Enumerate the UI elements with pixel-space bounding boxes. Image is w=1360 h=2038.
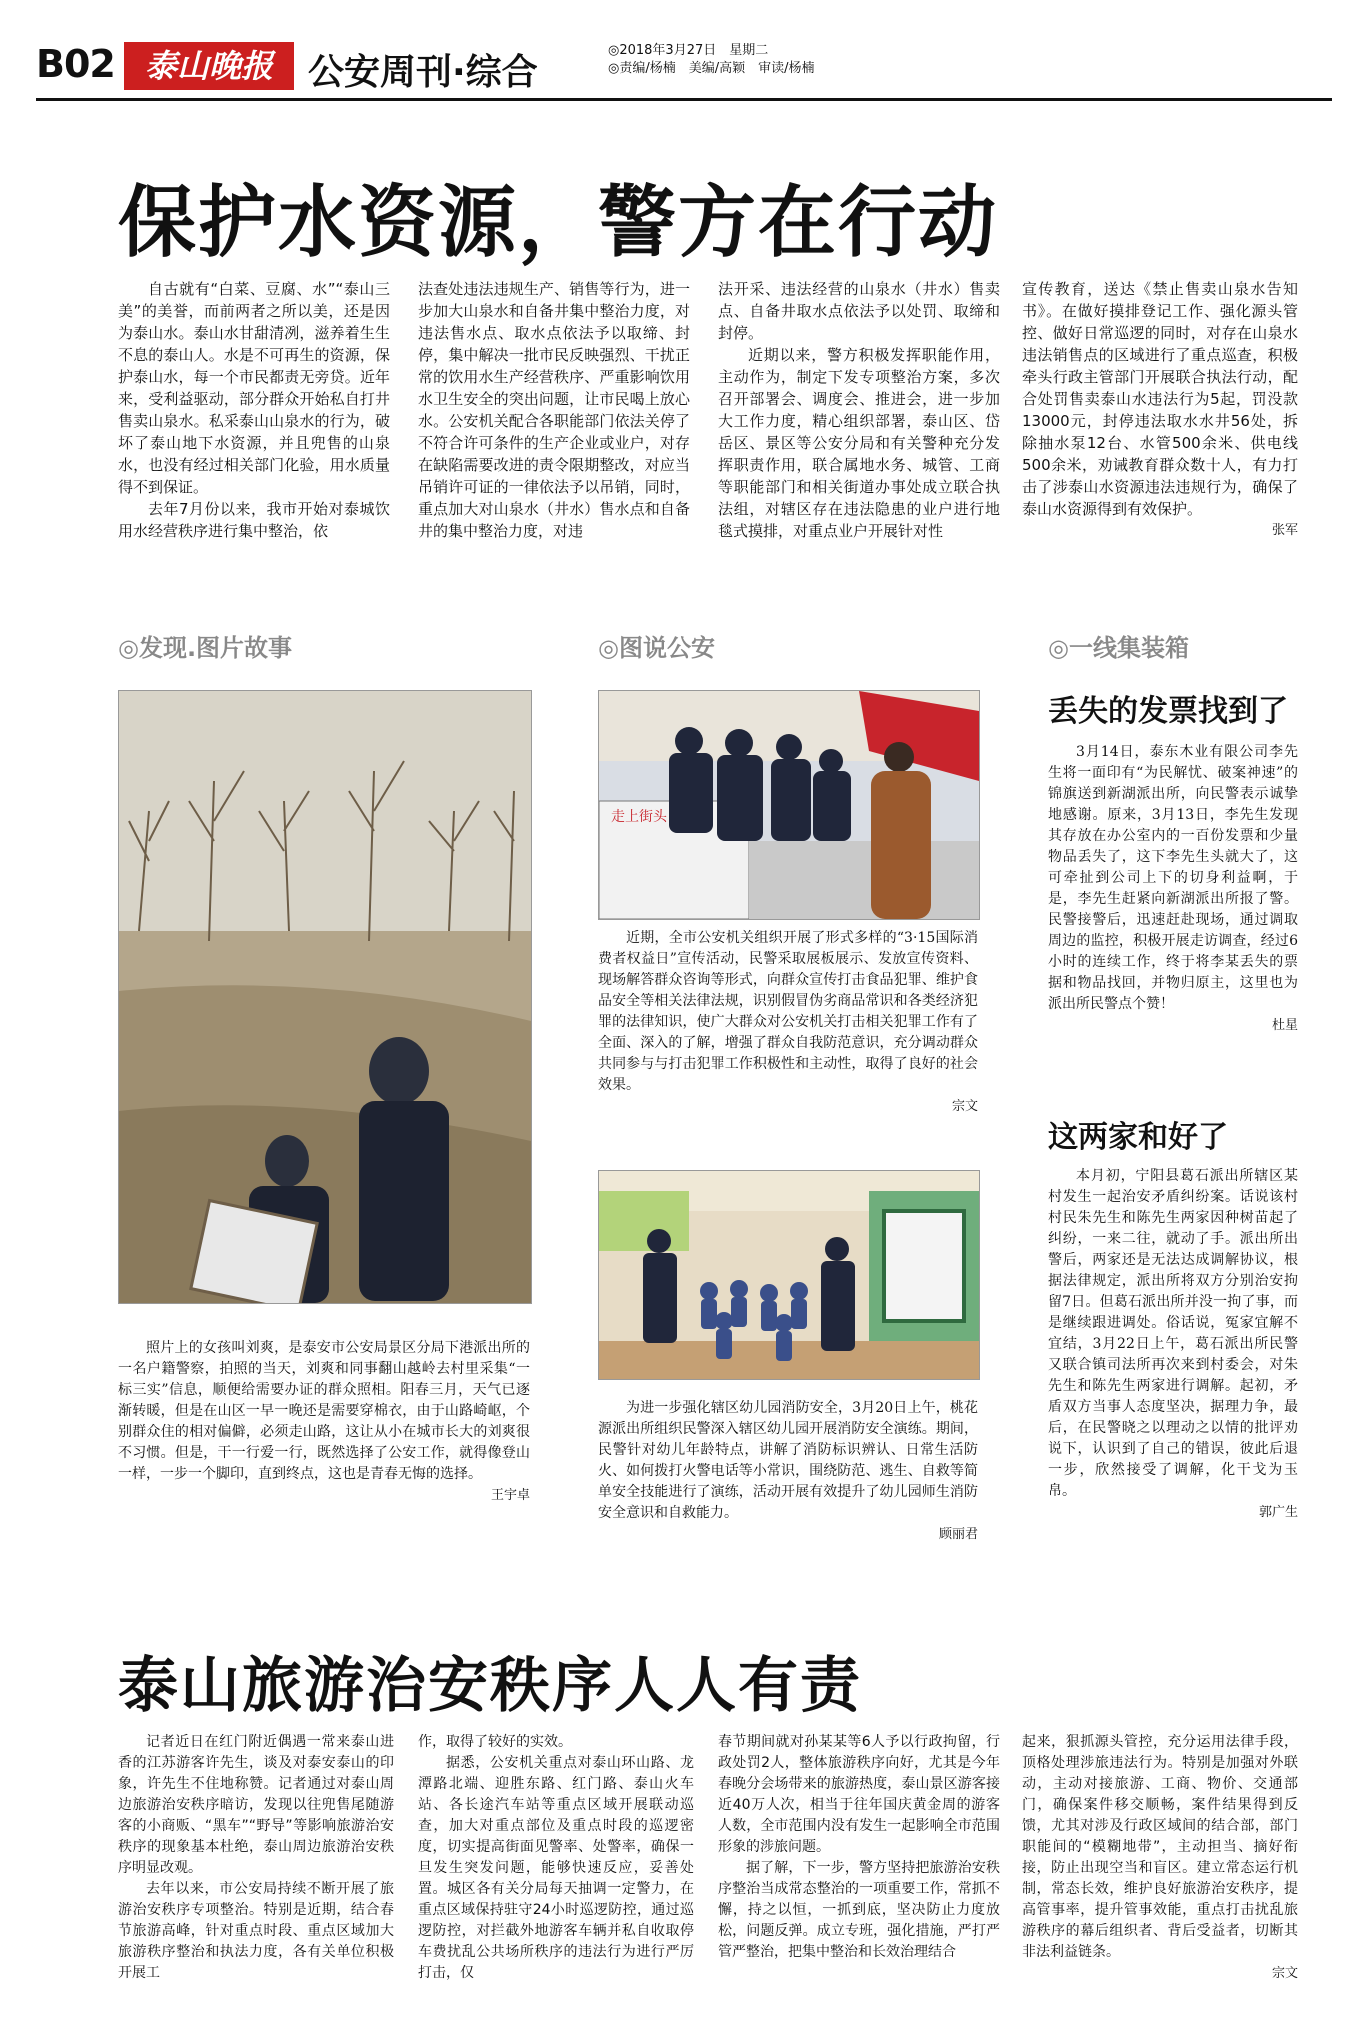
article2-col1: [118, 1732, 394, 1984]
article2-col3: [718, 1732, 1000, 1963]
article2-col2: [418, 1732, 694, 1984]
article1-col3: [718, 278, 1000, 542]
photo-story-text: 照片上的女孩叫刘爽，是泰安市公安局景区分局下港派出所的一名户籍警察，拍照的当天，刘爽和同事翻山越岭去村里采集“一标三实”信息，顺便给需要办证的群众照相。阳春三月，天气已逐渐转暖，但是在山区一早一晚还是需要穿棉衣，由于山路崎岖，个别群众住的相对偏僻，必须走山路，这让从小在城市长大的刘爽很不习惯。但是，干一行爱一行，既然选择了公安工作，就得像登山一样，一步一个脚印，直到终点，这也是青春无悔的选择。: [118, 1340, 530, 1482]
article1-col4-p1: 宣传教育，送达《禁止售卖山泉水告知书》。在做好摸排登记工作、强化源头管控、做好日常巡逻的同时，对存在山泉水违法销售点的区域进行了重点巡查，积极牵头行政主管部门开展联合执法行动，配合处罚售卖泰山水违法行为5起，罚没款13000元，封停违法取水水井56处，拆除抽水泵12台、水管500余米、供电线500余米，劝诫教育群众数十人，有力打击了涉泰山水资源违法违规行为，确保了泰山水资源得到有效保护。: [1022, 280, 1298, 518]
article2-col1-p1: 记者近日在红门附近偶遇一常来泰山进香的江苏游客许先生，谈及对泰安泰山的印象，许先生不住地称赞。记者通过对泰山周边旅游治安秩序暗访，发现以往兜售尾随游客的小商贩、“黑车”“野导”等影响旅游治安秩序的现象基本杜绝，泰山周边旅游治安秩序明显改观。: [118, 1734, 394, 1876]
editors-line: ◎责编/杨楠 美编/高颖 审读/杨楠: [608, 61, 815, 76]
header-rule: [36, 98, 1332, 101]
article2-col4: [1022, 1732, 1298, 1984]
article1-col2-p1: 法查处违法违规生产、销售等行为，进一步加大山泉水和自备井集中整治力度，对违法售水点、取水点依法予以取缔、封停，集中解决一批市民反映强烈、干扰正常的饮用水生产经营秩序、严重影响饮用水卫生安全的突出问题，让市民喝上放心水。公安机关配合各职能部门依法关停了不符合许可条件的生产企业或业户，对存在缺陷需要改进的责令限期整改，对应当吊销许可证的一律依法予以吊销，同时，重点加大对山泉水（井水）售水点和自备井的集中整治力度，对违: [418, 280, 690, 540]
section-title: 公安周刊·综合: [308, 52, 538, 93]
article2-col2-p2: 据悉，公安机关重点对泰山环山路、龙潭路北端、迎胜东路、红门路、泰山火车站、各长途汽车站等重点区域开展联动巡查，加大对重点部位及重点时段的巡逻密度，切实提高街面见警率、处警率，确保一旦发生突发问题，能够快速反应，妥善处置。城区各有关分局每天抽调一定警力，在重点区域保持驻守24小时巡逻防控，通过巡逻防控，对拦截外地游客车辆并私自收取停车费扰乱公共场所秩序的违法行为进行严厉打击，仅: [418, 1755, 694, 1981]
police-caption1-text: 近期，全市公安机关组织开展了形式多样的“3·15国际消费者权益日”宣传活动，民警采取展板展示、发放宣传资料、现场解答群众咨询等形式，向群众宣传打击食品犯罪、维护食品安全等相关法律法规，识别假冒伪劣商品常识和各类经济犯罪的法律知识，使广大群众对公安机关打击相关犯罪工作有了全面、深入的了解，增强了群众自我防范意识，充分调动群众共同参与与打击犯罪工作积极性和主动性，取得了良好的社会效果。: [598, 930, 978, 1093]
article2-col3-p2: 据了解，下一步，警方坚持把旅游治安秩序整治当成常态整治的一项重要工作，常抓不懈，持之以恒，一抓到底，坚决防止力度放松，问题反弹。成立专班，强化措施，严打严管严整治，把集中整治和长效治理结合: [718, 1860, 1000, 1960]
frontline-story2-title: 这两家和好了: [1048, 1120, 1228, 1155]
article2-col2-p1: 作，取得了较好的实效。: [418, 1734, 572, 1750]
frontline-story1: [1048, 742, 1298, 1036]
police-caption2-byline: 顾丽君: [938, 1527, 978, 1542]
police-caption1-byline: 宗文: [951, 1099, 978, 1114]
mountain-photo: [118, 690, 532, 1304]
frontline-section: ◎一线集装箱: [1048, 634, 1189, 662]
article2-col3-p1: 春节期间就对孙某某等6人予以行政拘留，行政处罚2人，整体旅游秩序向好，尤其是今年春晚分会场带来的旅游热度，泰山景区游客接近40万人次，相当于往年国庆黄金周的游客人数，全市范围内没有发生一起影响全市范围形象的涉旅问题。: [718, 1734, 1000, 1855]
frontline-story2-byline: 郭广生: [1258, 1505, 1298, 1520]
article1-headline: 保护水资源，警方在行动: [118, 178, 999, 268]
article1-col3-p1: 法开采、违法经营的山泉水（井水）售卖点、自备井取水点依法予以处罚、取缔和封停。: [718, 280, 1000, 342]
photo-story-caption: [118, 1338, 530, 1506]
police-pictures-section: ◎图说公安: [598, 634, 715, 662]
frontline-story1-byline: 杜星: [1271, 1018, 1298, 1033]
article1-col1: [118, 278, 390, 542]
article1-col1-p2: 去年7月份以来，我市开始对泰城饮用水经营秩序进行集中整治，依: [118, 500, 390, 540]
police-caption2-text: 为进一步强化辖区幼儿园消防安全，3月20日上午，桃花源派出所组织民警深入辖区幼儿园开展消防安全演练。期间，民警针对幼儿年龄特点，讲解了消防标识辨认、日常生活防火、如何拨打火警电话等小常识，围绕防范、逃生、自救等简单安全技能进行了演练，活动开展有效提升了幼儿园师生消防安全意识和自救能力。: [598, 1400, 978, 1521]
article2-col4-p1: 起来，狠抓源头管控，充分运用法律手段，顶格处理涉旅违法行为。特别是加强对外联动，主动对接旅游、工商、物价、交通部门，确保案件移交顺畅，案件结果得到反馈，尤其对涉及行政区域间的结合部，部门职能间的“模糊地带”，主动担当、摘好衔接，防止出现空当和盲区。建立常态运行机制，常态长效，维护良好旅游治安秩序，提高管事率，提升管事效能，重点打击扰乱旅游秩序的幕后组织者、背后受益者，切断其非法利益链条。: [1022, 1734, 1298, 1960]
banner-text: 走上街头: [611, 809, 667, 825]
photo-story-byline: 王宇卓: [490, 1488, 530, 1503]
police-caption2: [598, 1398, 978, 1545]
article2-byline: 宗文: [1271, 1966, 1298, 1981]
photo-story-section: ◎发现.图片故事: [118, 634, 293, 662]
article1-col1-p1: 自古就有“白菜、豆腐、水”“泰山三美”的美誉，而前两者之所以美，还是因为泰山水。泰山水甘甜清冽，滋养着生生不息的泰山人。水是不可再生的资源，保护泰山水，每一个市民都责无旁贷。近年来，受利益驱动，部分群众开始私自打井售卖山泉水。私采泰山山泉水的行为，破坏了泰山地下水资源，并且兜售的山泉水，也没有经过相关部门化验，用水质量得不到保证。: [118, 280, 390, 496]
page-header: [36, 36, 1332, 96]
police-caption1: [598, 928, 978, 1117]
article2-headline: 泰山旅游治安秩序人人有责: [118, 1651, 862, 1721]
police-photo: [598, 690, 980, 920]
mountain-photo-illustration: [119, 691, 531, 1303]
police-photo-illustration: [599, 691, 979, 919]
kindergarten-photo: [598, 1170, 980, 1380]
article1-col2: [418, 278, 690, 542]
article2-col1-p2: 去年以来，市公安局持续不断开展了旅游治安秩序专项整治。特别是近期，结合春节旅游高峰，针对重点时段、重点区域加大旅游秩序整治和执法力度，各有关单位积极开展工: [118, 1881, 394, 1981]
page-code: B02: [36, 42, 115, 86]
frontline-story1-title: 丢失的发票找到了: [1048, 694, 1288, 729]
masthead-logo: 泰山晚报: [124, 42, 294, 90]
header-meta: [608, 42, 814, 78]
article1-col3-p2: 近期以来，警方积极发挥职能作用，主动作为，制定下发专项整治方案，多次召开部署会、调度会、推进会，进一步加大工作力度，精心组织部署，泰山区、岱岳区、景区等公安分局和有关警种充分发挥职责作用，联合属地水务、城管、工商等职能部门和相关街道办事处成立联合执法组，对辖区存在违法隐患的业户进行地毯式摸排，对重点业户开展针对性: [718, 346, 1000, 540]
frontline-story2-text: 本月初，宁阳县葛石派出所辖区某村发生一起治安矛盾纠纷案。话说该村村民朱先生和陈先生两家因种树苗起了纠纷，一来二往，就动了手。派出所出警后，两家还是无法达成调解协议，根据法律规定，派出所将双方分别治安拘留7日。但葛石派出所并没一拘了事，而是继续跟进调处。俗话说，冤家宜解不宜结，3月22日上午，葛石派出所民警又联合镇司法所再次来到村委会，对朱先生和陈先生两家进行调解。起初，矛盾双方当事人态度坚决，据理力争，最后，在民警晓之以理动之以情的批评劝说下，认识到了自己的错误，彼此后退一步，欣然接受了调解，化干戈为玉帛。: [1048, 1168, 1298, 1499]
article1-col4: [1022, 278, 1298, 542]
date-line: ◎2018年3月27日 星期二: [608, 43, 769, 58]
kindergarten-photo-illustration: [599, 1171, 979, 1379]
article1-byline: 张军: [1271, 523, 1298, 538]
frontline-story2: [1048, 1166, 1298, 1523]
frontline-story1-text: 3月14日，泰东木业有限公司李先生将一面印有“为民解忧、破案神速”的锦旗送到新湖派出所，向民警表示诚挚地感谢。原来，3月13日，李先生发现其存放在办公室内的一百份发票和少量物品丢失了，这下李先生头就大了，这可牵扯到公司上下的切身利益啊，于是，李先生赶紧向新湖派出所报了警。民警接警后，迅速赶赴现场，通过调取周边的监控，积极开展走访调查，经过6小时的连续工作，终于将李某丢失的票据和物品找回，并物归原主，这里也为派出所民警点个赞！: [1048, 744, 1298, 1012]
